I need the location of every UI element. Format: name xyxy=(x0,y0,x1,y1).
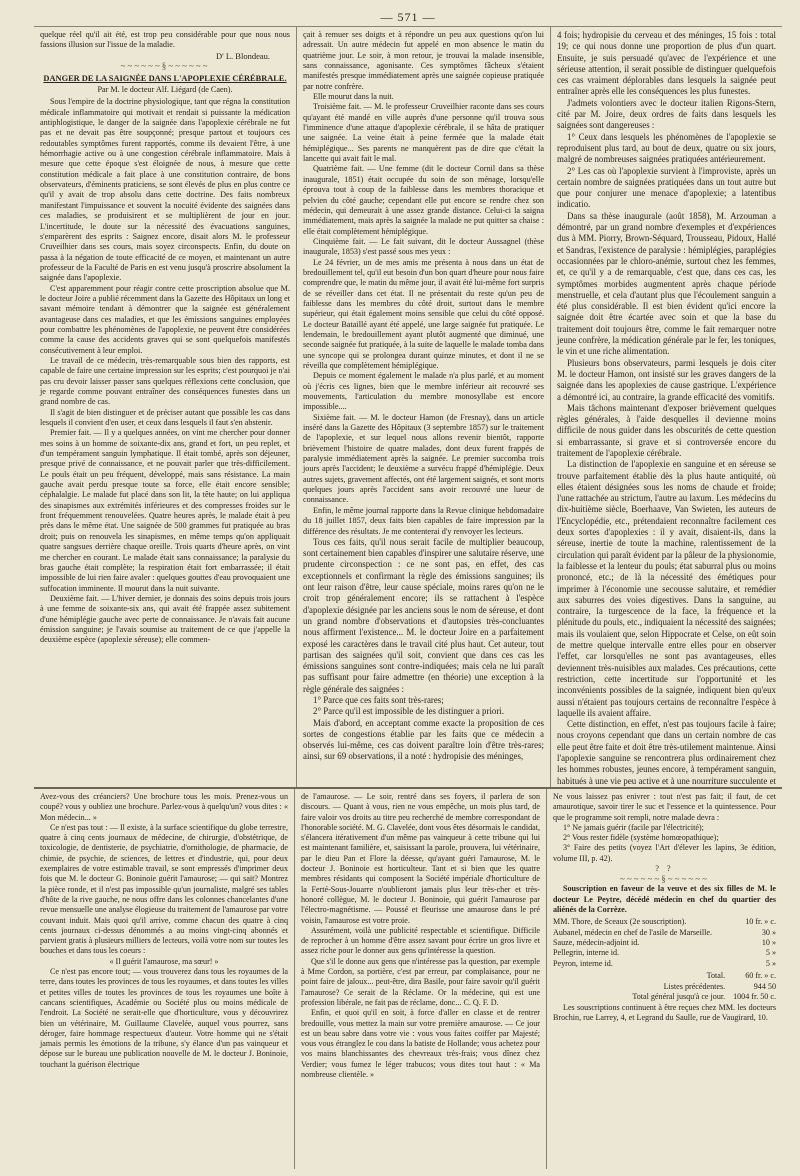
grand-total-amount: 1004 fr. 50 c. xyxy=(733,992,776,1002)
previous-label: Listes précédentes. xyxy=(663,981,726,991)
subscription-table xyxy=(553,917,776,1002)
total-amount: 60 fr. » c. xyxy=(745,971,776,981)
feuilleton-column-1 xyxy=(34,789,294,1169)
quote: « Il guérit l'amaurose, ma sœur! » xyxy=(109,956,219,966)
list-item: 2° Parce qu'il est impossible de les distinguer a priori. xyxy=(313,706,504,717)
paragraph: Depuis ce moment également le malade n'a plus parlé, et au moment où j'écris ces lignes, bien que le membre inférieur ait recouvré ses mouvements, l'articulation du membre monosyllabe est encore impossible.... xyxy=(303,371,544,412)
end-marks: ? ? xyxy=(655,864,674,874)
paragraph: Le travail de ce médecin, très-remarquable sous bien des rapports, est capable de faire une certaine impression sur les esprits; c'est pourquoi je n'ai pas cru devoir laisser passer sans quelques réflexions cette conclusion, que je regarde comme pouvant entraîner des conséquences funestes dans un grand nombre de cas. xyxy=(40,355,290,407)
list-item: 3° Faire des petits (voyez l'Art d'élever les lapins, 3e édition, volume III, p. 42). xyxy=(553,843,776,863)
paragraph: La distinction de l'apoplexie en sanguine et en séreuse se trouve parfaitement établie dès la plus haute antiquité, où elles étaient désignées sous les noms de chaude et froide; l'une rattachée au strictum, l'autre au laxum. Les médecins du dix-huitième siècle, Boerhaave, Van Swieten, les auteurs de l'Encyclopédie, etc., prétendaient reconnaître facilement ces deux sortes d'apoplexies : il y avait, disaient-ils, dans la séreuse, inertie de toute la machine, ralentissement de la circulation qui paraît évident par la pâleur de la physionomie, la faiblesse et la lenteur du pouls; état saburral plus ou moins prononcé, etc.; de là la nécessité des émétiques pour imprimer à l'économie une secousse salutaire, et remédier aux saburres des voies digestives. Dans la sanguine, au contraire, la turgescence de la face, la fréquence et la plénitude du pouls, etc., indiquaient la nécessité des saignées; mais ils voulaient que, selon Hippocrate et Celse, on eût soin de mettre quelque intervalle entre elles pour en observer l'effet, car lorsqu'elles ne sont pas avantageuses, elles deviennent très-nuisibles aux malades. Ces précautions, cette restriction, cette incertitude sur l'opportunité et les inconvénients possibles de la saignée, indiquent bien qu'eux aussi n'étaient pas toujours certains de reconnaître l'espèce à laquelle ils avaient affaire. xyxy=(557,459,776,718)
paragraph: Cette distinction, en effet, n'est pas toujours facile à faire; nous croyons cependant que dans un certain nombre de cas elle peut être faite et doit être très-utilement maintenue. Ainsi l'apoplexie sanguine se rencontrera plus ordinairement chez les hommes robustes, jeunes encore, à tempérament sanguin, habitués à une vie peu active et à une nourriture succulente et xyxy=(557,719,776,786)
paragraph: Cinquième fait. — Le fait suivant, dit le docteur Aussagnel (thèse inaugurale, 1853) s'est passé sous mes yeux : xyxy=(303,236,544,257)
paragraph: Sixième fait. — M. le docteur Hamon (de Fresnay), dans un article inséré dans la Gazette des Hôpitaux (3 septembre 1857) sur le traitement de l'apoplexie, et sur lequel nous allons revenir bientôt, rapporte brièvement l'histoire de quatre malades, dont deux furent frappés de paralysie immédiatement après la saignée. Le premier succomba trois jours après l'accident; le deuxième a survécu frappé d'hémiplégie. Deux autres sujets, gravement affectés, ont été largement saignés, et sont morts quelques jours après l'accident sans avoir recouvré une lueur de connaissance. xyxy=(303,412,544,505)
grand-total-row xyxy=(553,992,776,1002)
subscriber-name: MM. Thore, de Sceaux (2e souscription). xyxy=(553,917,687,927)
paragraph: C'est apparemment pour réagir contre cette proscription absolue que M. le docteur Joire a publié récemment dans la Gazette des Hôpitaux un long et savant mémoire tendant à démontrer que la saignée est généralement avantageuse dans ces maladies, et que les émissions sanguines employées pour combattre les phénomènes de l'apoplexie, ne peuvent être considérées comme la cause des accidents graves qui se sont quelquefois manifestés consécutivement à leur emploi. xyxy=(40,283,290,355)
column-3 xyxy=(550,27,782,787)
paragraph: Mais d'abord, en acceptant comme exacte la proposition de ces sortes de congestions établie par les faits que ce médecin a observés lui-même, ces cas doivent paraître loin d'être très-rares; ainsi, sur 69 observations, il a noté : hydropisie des méninges, xyxy=(303,717,544,762)
paragraph: Enfin, le même journal rapporte dans la Revue clinique hebdomadaire du 18 juillet 1857, deux faits bien capables de faire impression par la différence des résultats. Je me contenterai d'y renvoyer les lecteurs. xyxy=(303,505,544,536)
paragraph: de l'amaurose. — Le soir, rentré dans ses foyers, il parlera de son discours. — Quant à vous, rien ne vous empêche, un mois plus tard, de faire valoir vos droits au titre peu recherché de membre correspondant de l'honorable société. M. G. Clavelée, dont vous êtes désormais le candidat, s'élancera itérativement d'un même pas vainqueur à cette tribune qui lui est maintenant familière, et, saisissant la parole, prouvera, lui vétérinaire, par le dieu Pan et Flore la déesse, qu'ayant guéri l'amaurose, M. le docteur J. Boninoie est horticulteur. Tant et si bien que les quatre membres résidants qui composent la Société impériale d'horticulture de la Ferté-Sous-Jouarre n'oublieront jamais plus leur très-cher et très-honoré collègue, M. le docteur J. Boninoie, qui guérit l'amaurose par l'électro-magnétisme. — Poussé et fleurisse une amaurose dans le pré voisin, l'amaurose est votre proie. xyxy=(301,792,540,925)
list-item: 1° Parce que ces faits sont très-rares; xyxy=(313,695,444,705)
subscriber-amount: 30 » xyxy=(761,927,776,937)
paragraph: Avez-vous des créanciers? Une brochure tous les mois. Prenez-vous un coupé? vous y oubliez une brochure. Parlez-vous à quelqu'un? vous dites : « Mon médecin... » xyxy=(40,792,288,822)
feuilleton-section xyxy=(34,787,782,1169)
paragraph: Ne vous laissez pas enivrer : tout n'est pas fait; il faut, de cet amaurotique, savoir tirer le suc et l'essence et la quintessence. Pour que le programme soit rempli, notre malade devra : xyxy=(553,792,776,822)
paragraph: Plusieurs bons observateurs, parmi lesquels je dois citer M. le docteur Hamon, ont insisté sur les graves dangers de la saignée dans les apoplexies de cause gastrique. L'expérience a démontré ici, au contraire, la grande efficacité des vomitifs. xyxy=(557,357,776,402)
table-row xyxy=(553,928,776,938)
list-item: 2° Vous rester fidèle (système homœopathique); xyxy=(563,833,719,843)
paragraph: Troisième fait. — M. le professeur Cruveilhier raconte dans ses cours qu'ayant été mandé en ville auprès d'une personne qu'il trouva sous l'imminence d'une attaque d'apoplexie cérébrale, il se hâta de pratiquer une saignée. La veine était à peine fermée que la malade était hémiplégique... Ses parents ne manquèrent pas de dire que c'était la lancette qui avait fait le mal. xyxy=(303,102,544,164)
table-row xyxy=(553,948,776,958)
paragraph: Ce n'est pas tout : — Il existe, à la surface scientifique du globe terrestre, quatre à cinq cents journaux de médecine, de chirurgie, d'obstétrique, de toxicologie, de dentisterie, de psychiatrie, d'ornithologie, de pharmacie, de chimie, de psychie, de sciences, de lettres et d'industrie, qui, pour deux exemplaires de votre estimable travail, se sont empressés d'imprimer deux fois que M. le docteur G. Boninoie guérit l'amaurose; — qui sait? Montrez la pièce ronde, et il n'est pas impossible qu'un journaliste, malgré ses tables d'hôte de la rive gauche, ne nous offre dans les colonnes chancelantes d'une revue mensuelle une analyse élogieuse du traitement de l'amaurose par votre couvant induit. Mais quoi qu'il arrive, comme chacun des quatre à cinq cents journaux ci-dessus dénommés a au moins vingt-cinq abonnés et parvient gratis à plusieurs milliers de lecteurs, voilà votre nom sur toutes les bouches et dans tous les coeurs : xyxy=(40,822,288,956)
feuilleton-column-2 xyxy=(294,789,546,1169)
column-1 xyxy=(34,27,296,787)
table-row xyxy=(553,959,776,969)
subscriber-name: Aubanel, médecin en chef de l'asile de Marseille. xyxy=(553,927,712,937)
subscriber-amount: 5 » xyxy=(765,958,776,968)
paragraph: Sous l'empire de la doctrine physiologique, tant que régna la constitution médicale inflammatoire qui motivait et rendait si puissante la médication antiphlogistique, le danger de la saignée dans l'apoplexie cérébrale ne fut pas et ne devait pas être soupçonné; presque partout et toujours ces redoutables symptômes furent rapportés, comme ils devaient l'être, à une hémorrhagie active ou à une congestion cérébrale inflammatoire. Mais à mesure que cette époque s'est éloignée de nous, à mesure que cette constitution médicale a fait place à une constitution contraire, de bons observateurs, d'éminents praticiens, se sont élevés de plus en plus contre ce qu'il y avait de trop absolu dans cette doctrine. Des faits nombreux manifestant l'impuissance et souvent la nocuité évidente des saignées dans ces maladies, se produisirent et se multiplièrent de jour en jour. L'incertitude, le doute sur la nécessité des évacuations sanguines, s'emparèrent des esprits : Saignez encore, disait alors M. le professeur Cruveilhier dans ses cours, mais soyez circonspects. Enfin, du doute on passa à la négation de toute efficacité de ce moyen, et maintenant un autre professeur de la Faculté de Paris en est venu jusqu'à proscrire absolument la saignée dans l'apoplexie. xyxy=(40,97,290,283)
subscriber-amount: 5 » xyxy=(765,948,776,958)
paragraph: Assurément, voilà une publicité respectable et scientifique. Difficile de reprocher à un homme d'être assez savant pour écrire un gros livre et assez riche pour le donner aux gens qu'intéresse la question. xyxy=(301,925,540,956)
paragraph: Quatrième fait. — Une femme (dit le docteur Cornil dans sa thèse inaugurale, 1851) était occupée du soin de son ménage, lorsqu'elle éprouva tout à coup de la faiblesse dans les membres thoracique et pelvien du côté gauche; cependant elle put encore se rendre chez son médecin, qui demeurait à une assez grande distance. Celui-ci la saigna immédiatement, mais après la saignée la malade ne put quitter sa chaise : elle était complètement hémiplégique. xyxy=(303,164,544,236)
list-item: 1° Ceux dans lesquels les phénomènes de l'apoplexie se reproduisent plus tard, au bout de deux, quatre ou six jours, malgré de nombreuses saignées pratiquées antérieurement. xyxy=(557,131,776,165)
paragraph: Premier fait. — Il y a quelques années, on vint me chercher pour donner mes soins à un homme de soixante-dix ans, grand et fort, un peu replet, et d'un tempérament sanguin lymphatique. Il était tombé, après son déjeuner, presque privé de connaissance, et ne pouvait parler que très-difficilement. Le pouls était un peu fréquent, développé, mais sans résistance. La main gauche avait perdu presque toute sa force, elle était encore sensible; céphalalgie. Le malade fut placé dans son lit, la tête haute; on lui appliqua des sinapismes aux extrémités inférieures et des compresses froides sur le front fréquemment renouvelées. Quatre heures après, le malade était à peu près dans le même état. Une saignée de 500 grammes fut pratiquée au bras droit; puis on renouvela les sinapismes, en même temps qu'on appliquait quatre sangsues derrière chaque oreille. Trois quarts d'heure après, on vint me chercher en courant. Le malade était sans connaissance; la paralysie du bras gauche était complète; la respiration était fort embarrassée; il était impossible de lui rien faire avaler : quelques gouttes d'eau provoquaient une suffocation imminente. Il mourut dans la nuit suivante. xyxy=(40,428,290,593)
subscriber-amount: 10 » xyxy=(761,938,776,948)
subscription-heading: Souscription en faveur de la veuve et des six filles de M. le docteur Le Peytre, décédé médecin en chef du quartier des aliénés de la Corrèze. xyxy=(553,884,776,914)
paragraph: Le 24 février, un de mes amis me présenta à nous dans un état de bredouillement tel, qu'il eut besoin d'un bon quart d'heure pour nous faire comprendre que, le matin du même jour, il avait été lui-même fort surpris de se réveiller dans cet état. Il ne présentait du reste qu'un peu de faiblesse dans les membres du côté droit, surtout dans le membre supérieur, qui était également moins sensible que celui du côté opposé. Le docteur Bataillé ayant été appelé, une large saignée fut pratiquée. Le lendemain, le bredouillement ayant plutôt augmenté que diminué, une seconde saignée fut pratiquée, à la suite de laquelle le malade tomba dans une syncope qui se prolongea durant quinze minutes, et dont il ne se réveilla que complètement hémiplégique. xyxy=(303,257,544,370)
paragraph: J'admets volontiers avec le docteur italien Rigons-Stern, cité par M. Joire, deux ordres de faits dans lesquels les saignées sont dangereuses : xyxy=(557,97,776,131)
signoff: D' L. Blondeau. xyxy=(216,50,270,61)
table-row xyxy=(553,917,776,927)
ornament-divider: ~~~~~~§~~~~~~ xyxy=(620,874,709,885)
subscriber-amount: 10 fr. » c. xyxy=(745,917,776,927)
subscriber-name: Sauze, médecin-adjoint id. xyxy=(553,938,640,948)
column-2 xyxy=(296,27,550,787)
article-byline: Par M. le docteur Alf. Liégard (de Caen). xyxy=(97,85,233,95)
article-heading: DANGER DE LA SAIGNÉE DANS L'APOPLEXIE CÉRÉBRALE. xyxy=(43,74,287,84)
previous-amount: 944 50 xyxy=(753,981,776,991)
paragraph: Tous ces faits, qu'il nous serait facile de multiplier beaucoup, sont certainement bien capables d'inspirer une salutaire réserve, une prudente circonspection : ce ne sont pas, en effet, des cas exceptionnels et confirmant la règle des émissions sanguines; ils ont leur raison d'être, leur cause spéciale, moins rares qu'on ne le croit trop généralement encore; ils se rattachent à l'espèce d'apoplexie désignée par les anciens sous le nom de séreuse, et dont un grand nombre d'observations et d'autopsies très-concluantes nous affirment l'existence... M. le docteur Joire en a parfaitement exposé les caractères dans le travail cité plus haut. Cet auteur, tout partisan des saignées qu'il soit, convient que dans ces cas les émissions sanguines sont contre-indiquées; mais cela ne lui paraît pas suffisant pour faire admettre (en théorie) une exception à la règle générale des saignées : xyxy=(303,536,544,694)
total-row xyxy=(553,969,776,981)
grand-total-label: Total général jusqu'à ce jour. xyxy=(632,992,726,1002)
paragraph: Dans sa thèse inaugurale (août 1858), M. Arzouman a démontré, par un grand nombre d'exemples et d'expériences dus à MM. Piorry, Brown-Séquard, Trousseau, Pidoux, Hallé et Sandras, l'existence de paralysie : hémiplégies, paraplégies occasionnées par le chloro-anémie, surtout chez les femmes, et, ce qu'il y a de remarquable, c'est que, dans ces cas, les symptômes morbides augmentent après chaque période menstruelle, et cela d'autant plus que l'écoulement sanguin a été plus considérable. Il est bien évident qu'ici encore la saignée doit être écartée avec soin et que la base du traitement doit toujours être, comme le fait remarquer notre jeune confrère, la médication générale par le fer, les toniques, le vin et une riche alimentation. xyxy=(557,210,776,357)
page-number: — 571 — xyxy=(380,10,436,24)
paragraph: Mais tâchons maintenant d'exposer brièvement quelques règles générales, à l'aide desquelles il devienne moins difficile de nous guider dans les obscurités de cette question si embarrassante, si grave et si controversée encore du traitement de l'apoplexie cérébrale. xyxy=(557,402,776,458)
subscriber-name: Pellegrin, interne id. xyxy=(553,948,620,958)
paragraph: Que s'il le donne aux gens que n'intéresse pas la question, par exemple à Mme Cordon, sa portière, c'est par erreur, par complaisance, pour ne point faire de jaloux... peut-être, dira Basile, pour faire savoir qu'il guérit l'amaurose? Ce serait de la Réclame. Or la médecine, qui est une profession libérale, ne fait pas de réclame, donc... C. Q. F. D. xyxy=(301,956,540,1007)
previous-row xyxy=(553,982,776,992)
subscriber-name: Peyron, interne id. xyxy=(553,958,613,968)
paragraph: Il s'agit de bien distinguer et de préciser autant que possible les cas dans lesquels il convient d'en user, et ceux dans lesquels il faut s'en abstenir. xyxy=(40,407,290,428)
ornament-divider: ~~~~~~§~~~~~~ xyxy=(120,61,210,72)
table-row xyxy=(553,938,776,948)
paragraph: 4 fois; hydropisie du cerveau et des méninges, 15 fois : total 19; ce qui nous donne une proportion de plus d'un quart. Ensuite, je suis persuadé qu'avec de l'expérience et une sérieuse attention, il serait possible de distinguer quelquefois ces cas vraiment déplorables dans lesquels la saignée peut entraîner après elle les conséquences les plus funestes. xyxy=(557,30,776,97)
feuilleton-column-3 xyxy=(546,789,782,1169)
total-label: Total. xyxy=(706,971,726,981)
list-item: 2° Les cas où l'apoplexie survient à l'improviste, après un certain nombre de saignées pratiquées dans un tout autre but que pour conjurer une menace d'apoplexie; a latentibus indicatio. xyxy=(557,165,776,210)
paragraph: Ce n'est pas encore tout; — vous trouverez dans tous les royaumes de la terre, dans toutes les provinces de tous les royaumes, et dans toutes les villes et petites villes de toutes les provinces de tous les royaumes une boîte à cancans scientifiques, Académie ou Société plus ou moins médicale de l'endroit. La Société ne serait-elle que d'horticulture, vous y découvrirez bien un vétérinaire, M. Guillaume Clavelée, auquel vous pourrez, sans déroger, faire hommage respectueux d'auteur. Votre homme qui ne s'était jamais permis les émotions de la tribune, s'y élance d'un pas vainqueur et dépose sur le bureau une publication nouvelle de M. le docteur J. Boninoie, touchant la guérison électrique xyxy=(40,967,288,1069)
paragraph: Enfin, et quoi qu'il en soit, à force d'aller en classe et de rentrer bredouille, vous mettez la main sur votre première amaurose. — Ce jour est un beau sabre dans votre vie : vous vous faites coiffer par Majesté; vous vous étranglez le cou dans la batiste de Hollande; vous achetez pour vos mains blanchissantes des chevreaux très-frais; vous dînez chez Verdier; vous fumez le léger trabucos; vous dites tout haut : « Ma nombreuse clientèle. » xyxy=(301,1008,540,1080)
intro-paragraph: quelque réel qu'il ait été, est trop peu considérable pour que nous nous fassions illusion sur l'issue de la maladie. xyxy=(40,30,290,50)
list-item: 1° Ne jamais guérir (facile par l'électricité); xyxy=(563,822,704,832)
paragraph: Elle mourut dans la nuit. xyxy=(313,92,394,102)
article-section xyxy=(34,26,782,787)
paragraph: çait à remuer ses doigts et à répondre un peu aux questions qu'on lui adressait. Un autre médecin fut appelé en mon absence le matin du quatrième jour. Le soir, à mon retour, je trouvai la malade insensible, sans connaissance, agonisante. Ces symptômes fâcheux s'étaient manifestés presque immédiatement après une saignée copieuse pratiquée par notre confrère. xyxy=(303,30,544,91)
paragraph: Deuxième fait. — L'hiver dernier, je donnais des soins depuis trois jours à une femme de soixante-six ans, qui avait été frappée assez subitement d'une hémiplégie gauche avec perte de connaissance. Je n'avais fait aucune émission sanguine; je l'avais soumise au traitement de ce que j'appelle la deuxième espèce (apoplexie séreuse); elle commen- xyxy=(40,593,290,645)
closing-note: Les souscriptions continuent à être reçues chez MM. les docteurs Brochin, rue Larrey, 4, et Legrand du Saulle, rue de Vaugirard, 10. xyxy=(553,1002,776,1022)
